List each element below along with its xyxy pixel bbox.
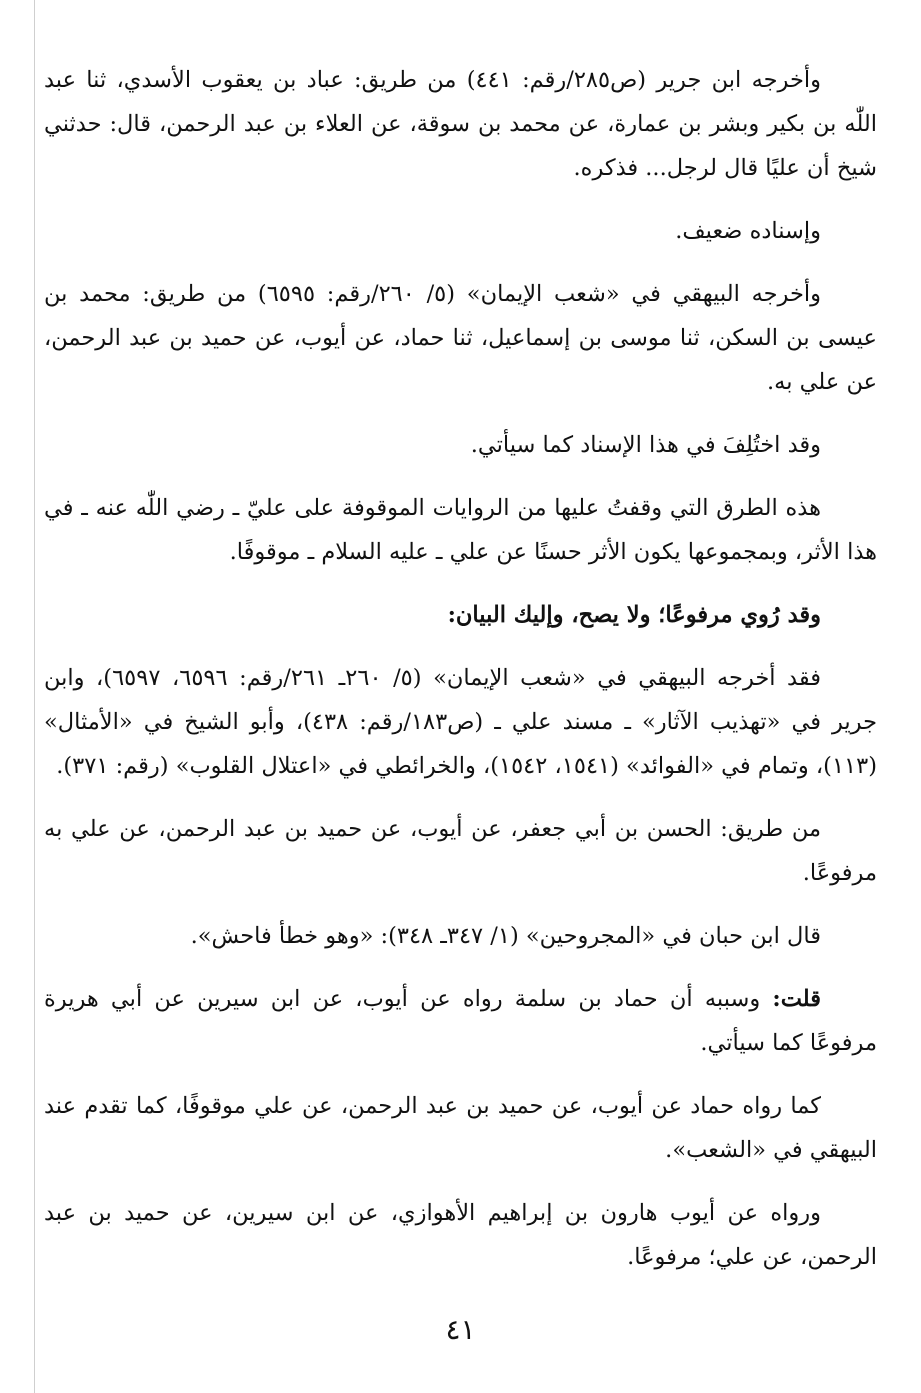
section-heading-marfu: وقد رُوي مرفوعًا؛ ولا يصح، وإليك البيان: [447, 602, 821, 628]
paragraph-ibn-jarir-chain: وأخرجه ابن جرير (ص٢٨٥/رقم: ٤٤١) من طريق: عباد بن يعقوب الأسدي، ثنا عبد اللّٰه بن بكير وبشر بن عمارة، عن محمد بن سوقة، عن العلاء بن عبد الرحمن، قال: حدثني شيخ أن عليًا قال لرجل... فذكره. [44, 67, 877, 181]
paragraph-ibn-hibban-quote: قال ابن حبان في «المجروحين» (١/ ٣٤٧ـ ٣٤٨): «وهو خطأ فاحش». [190, 923, 821, 949]
comment-text: وسببه أن حماد بن سلمة رواه عن أيوب، عن ابن سيرين عن أبي هريرة مرفوعًا كما سيأتي. [44, 986, 877, 1056]
paragraph-disagreement-note: وقد اختُلِفَ في هذا الإسناد كما سيأتي. [470, 432, 821, 458]
comment-lead-word: قلت: [772, 986, 821, 1012]
paragraph-harun-chain: ورواه عن أيوب هارون بن إبراهيم الأهوازي، عن ابن سيرين، عن حميد بن عبد الرحمن، عن علي؛ مرفوعًا. [44, 1200, 877, 1270]
paragraph-hasan-chain: من طريق: الحسن بن أبي جعفر، عن أيوب، عن حميد بن عبد الرحمن، عن علي به مرفوعًا. [44, 816, 877, 886]
paragraph-author-comment [44, 977, 877, 1065]
paragraph-hammad-mawquf: كما رواه حماد عن أيوب، عن حميد بن عبد الرحمن، عن علي موقوفًا، كما تقدم عند البيهقي في «الشعب». [44, 1093, 877, 1163]
page-number: ٤١ [445, 1313, 476, 1346]
paragraph-bayhaqi-shuab: وأخرجه البيهقي في «شعب الإيمان» (٥/ ٢٦٠/رقم: ٦٥٩٥) من طريق: محمد بن عيسى بن السكن، ثنا موسى بن إسماعيل، ثنا حماد، عن أيوب، عن حميد بن عبد الرحمن، عن علي به. [44, 281, 877, 395]
paragraph-mawquf-summary: هذه الطرق التي وقفتُ عليها من الروايات الموقوفة على عليّ ـ رضي اللّٰه عنه ـ في هذا الأثر، وبمجموعها يكون الأثر حسنًا عن علي ـ عليه السلام ـ موقوفًا. [44, 495, 877, 565]
page-edge-line [34, 0, 35, 1393]
paragraph-sources-list: فقد أخرجه البيهقي في «شعب الإيمان» (٥/ ٢٦٠ـ ٢٦١/رقم: ٦٥٩٦، ٦٥٩٧)، وابن جرير في «تهذيب الآثار» ـ مسند علي ـ (ص١٨٣/رقم: ٤٣٨)، وأبو الشيخ في «الأمثال» (١١٣)، وتمام في «الفوائد» (١٥٤١، ١٥٤٢)، والخرائطي في «اعتلال القلوب» (رقم: ٣٧١). [44, 665, 878, 779]
page-body [44, 58, 877, 1298]
paragraph-weak-chain-note: وإسناده ضعيف. [675, 218, 821, 244]
